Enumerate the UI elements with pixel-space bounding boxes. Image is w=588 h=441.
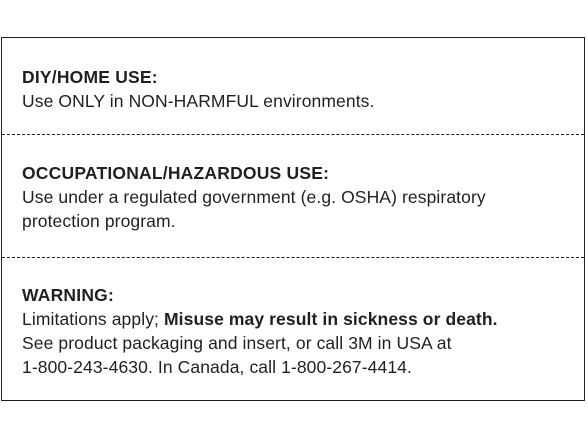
diy-home-use-text: Use ONLY in NON-HARMFUL environments. (22, 91, 375, 111)
diy-home-use-section (2, 66, 584, 113)
occupational-use-heading: OCCUPATIONAL/HAZARDOUS USE: (22, 163, 330, 183)
usage-label-box (1, 37, 585, 401)
warning-misuse-text: Misuse may result in sickness or death. (163, 309, 498, 329)
dashed-divider (2, 134, 584, 135)
occupational-use-text-line-1: Use under a regulated government (e.g. OSHA) respiratory (22, 187, 486, 207)
warning-text-line-1 (22, 307, 576, 331)
occupational-use-section (2, 162, 584, 233)
warning-text-line-3: 1-800-243-4630. In Canada, call 1-800-267-4414. (22, 357, 412, 377)
diy-home-use-heading: DIY/HOME USE: (22, 67, 158, 87)
warning-text-line-2: See product packaging and insert, or call 3M in USA at (22, 333, 452, 353)
dashed-divider (2, 257, 584, 258)
warning-section (2, 284, 584, 379)
warning-heading: WARNING: (22, 285, 115, 305)
occupational-use-text-line-2: protection program. (22, 211, 176, 231)
warning-limitations-text: Limitations apply; (22, 309, 164, 329)
